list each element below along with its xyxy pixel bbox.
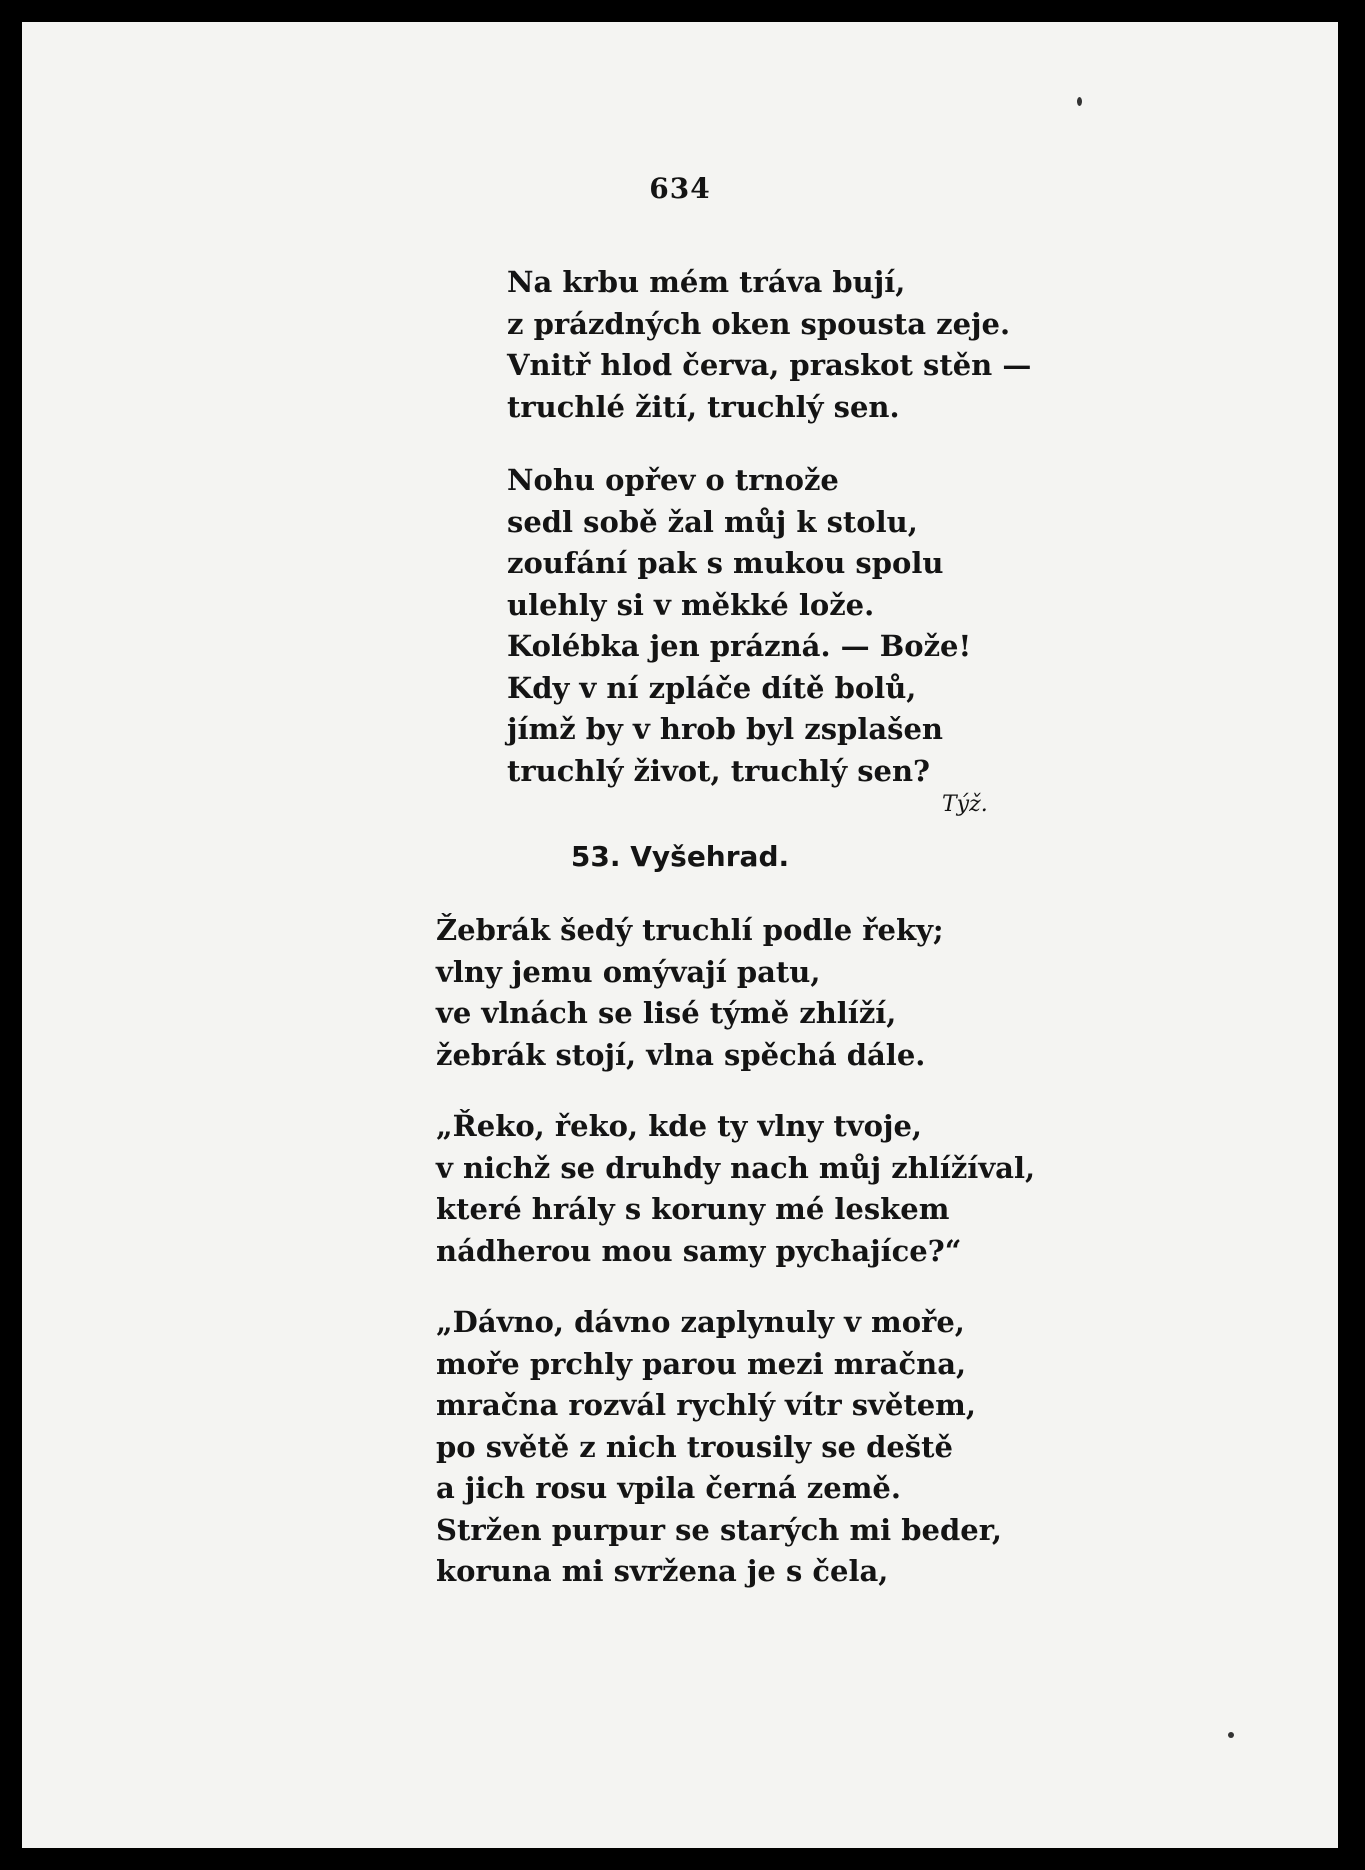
verse-line: „Řeko, řeko, kde ty vlny tvoje,: [436, 1109, 923, 1143]
verse-line: Žebrák šedý truchlí podle řeky;: [436, 913, 944, 947]
scan-speck: [1228, 1732, 1234, 1738]
verse-line: po světě z nich trousily se deště: [436, 1429, 953, 1464]
page-number: 634: [649, 172, 711, 205]
verse-line: Kolébka jen prázná. — Bože!: [507, 629, 972, 663]
stanza: [436, 1302, 1035, 1593]
verse-line: které hrály s koruny mé leskem: [436, 1192, 950, 1226]
stanza: [436, 910, 1035, 1076]
section-title: 53. Vyšehrad.: [570, 840, 790, 873]
verse-line: Stržen purpur se starých mi beder,: [436, 1512, 1002, 1547]
verse-line: Kdy v ní zpláče dítě bolů,: [507, 670, 917, 705]
verse-line: „Dávno, dávno zaplynuly v moře,: [436, 1305, 965, 1339]
verse-line: vlny jemu omývají patu,: [436, 954, 821, 989]
verse-line: Vnitř hlod červa, praskot stěn —: [507, 348, 1032, 382]
verse-line: ulehly si v měkké lože.: [507, 587, 875, 622]
verse-line: jímž by v hrob byl zsplašen: [507, 712, 943, 746]
verse-line: truchlý život, truchlý sen?: [507, 753, 931, 788]
verse-line: mračna rozvál rychlý vítr světem,: [436, 1388, 976, 1422]
verse-line: žebrák stojí, vlna spěchá dále.: [436, 1037, 926, 1072]
poem-vysehrad: [436, 910, 1035, 1593]
author-attribution: Týž.: [942, 792, 988, 817]
verse-line: truchlé žití, truchlý sen.: [507, 389, 900, 424]
verse-line: ve vlnách se lisé týmě zhlíží,: [436, 996, 897, 1030]
verse-line: a jich rosu vpila černá země.: [436, 1471, 901, 1505]
verse-line: Nohu opřev o trnože: [507, 463, 839, 497]
verse-line: v nichž se druhdy nach můj zhlížíval,: [436, 1150, 1036, 1185]
document-page: [22, 22, 1338, 1848]
stanza: [507, 460, 1031, 792]
verse-line: moře prchly parou mezi mračna,: [436, 1346, 967, 1381]
verse-line: koruna mi svržena je s čela,: [436, 1554, 889, 1588]
stanza: [436, 1106, 1035, 1272]
verse-line: nádherou mou samy pychajíce?“: [436, 1233, 962, 1268]
verse-line: zoufání pak s mukou spolu: [507, 546, 944, 580]
verse-line: sedl sobě žal můj k stolu,: [507, 504, 918, 539]
poem-continuation: [507, 262, 1031, 792]
verse-line: Na krbu mém tráva bují,: [507, 265, 906, 299]
verse-line: z prázdných oken spousta zeje.: [507, 306, 1011, 341]
stanza: [507, 262, 1031, 428]
scan-speck: [1077, 97, 1082, 106]
